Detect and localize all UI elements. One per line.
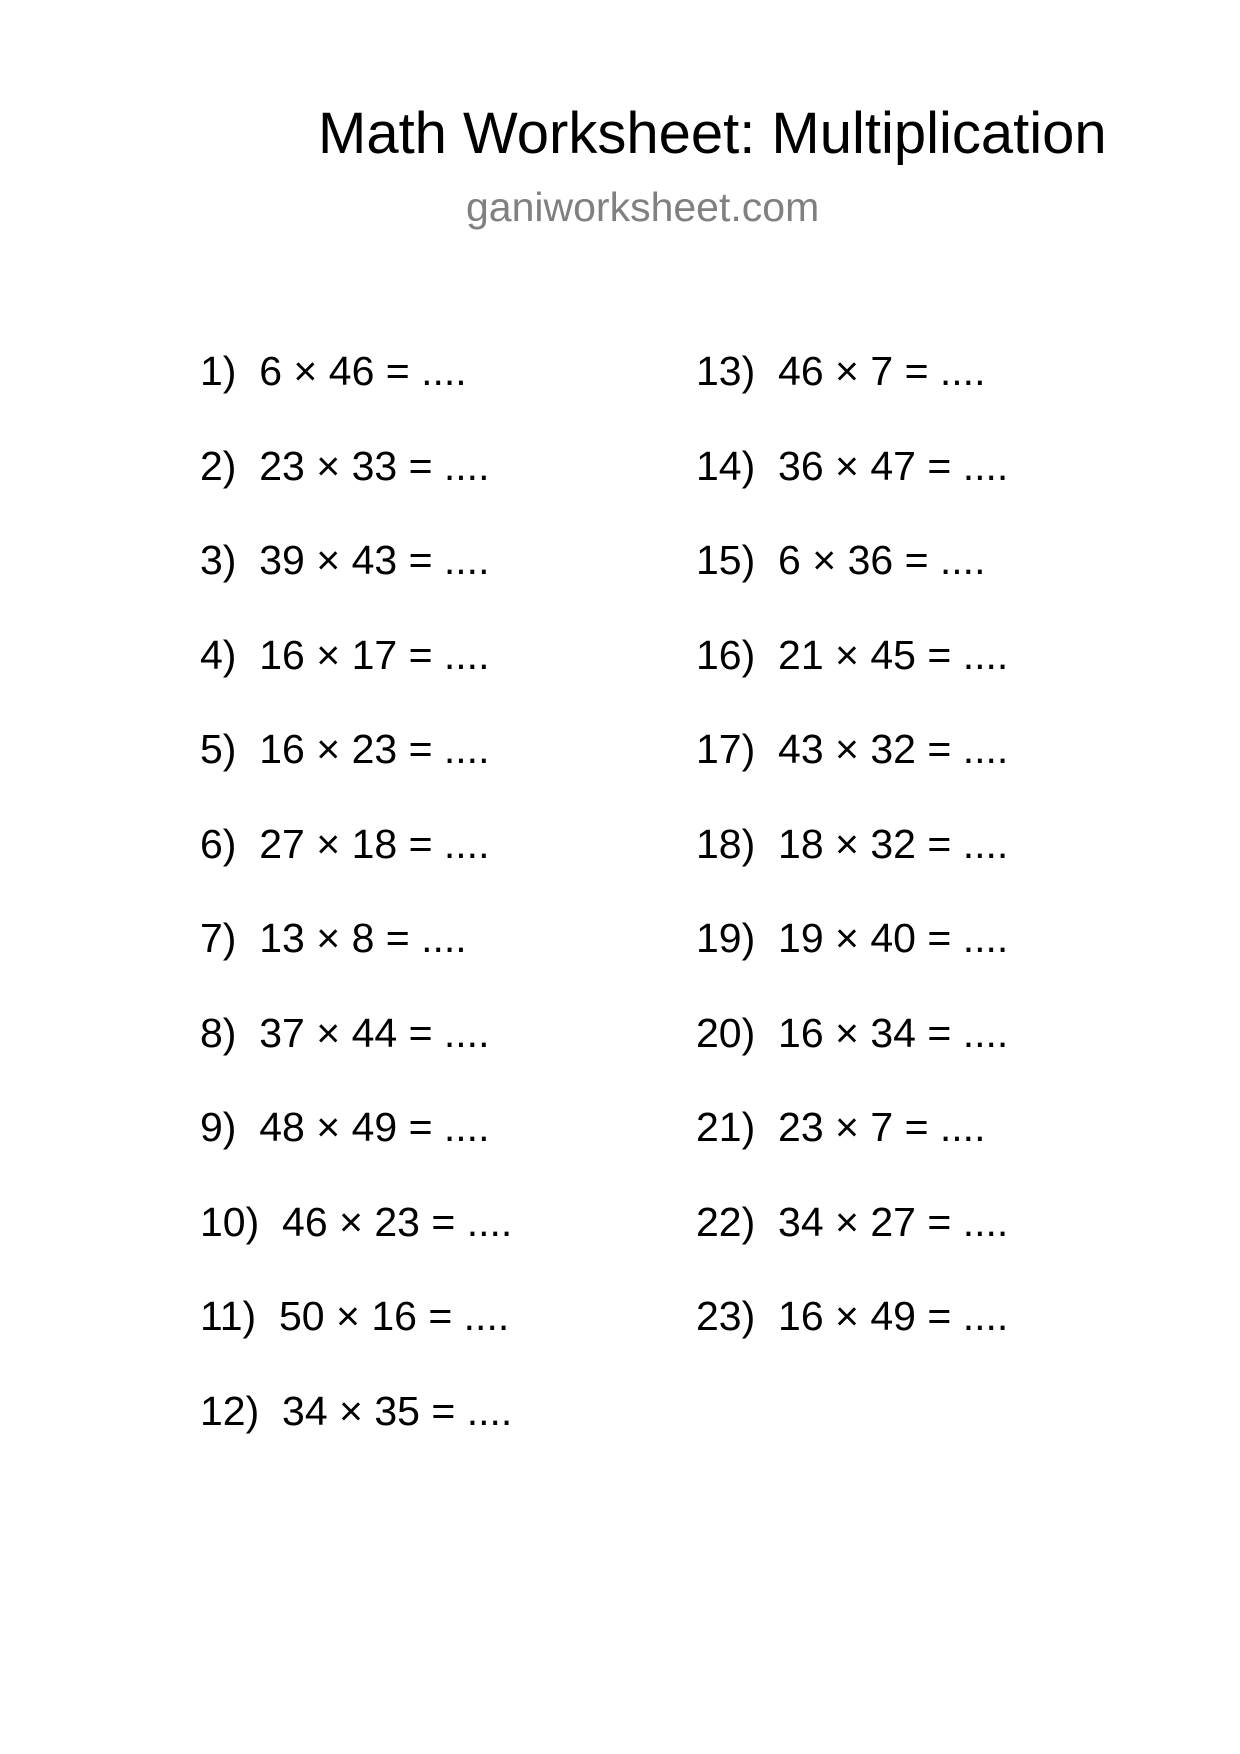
problem-item: 23) 16 × 49 = .... — [696, 1293, 1009, 1339]
problem-item: 9) 48 × 49 = .... — [200, 1104, 490, 1150]
worksheet-source: ganiworksheet.com — [466, 184, 820, 230]
problem-item: 1) 6 × 46 = .... — [200, 348, 467, 394]
problem-item: 14) 36 × 47 = .... — [696, 442, 1009, 489]
problem-item: 13) 46 × 7 = .... — [696, 348, 986, 394]
problem-item: 15) 6 × 36 = .... — [696, 537, 986, 583]
problem-column-right — [696, 346, 1008, 1386]
problem-item: 21) 23 × 7 = .... — [696, 1104, 986, 1150]
problem-item: 20) 16 × 34 = .... — [696, 1009, 1009, 1056]
problem-item: 10) 46 × 23 = .... — [200, 1198, 513, 1245]
problem-item: 3) 39 × 43 = .... — [200, 537, 490, 583]
problem-column-left — [200, 346, 512, 1480]
problem-item: 11) 50 × 16 = .... — [200, 1293, 510, 1339]
problem-item: 22) 34 × 27 = .... — [696, 1198, 1009, 1245]
problem-item: 19) 19 × 40 = .... — [696, 915, 1009, 961]
problem-item: 18) 18 × 32 = .... — [696, 820, 1009, 867]
problem-item: 17) 43 × 32 = .... — [696, 726, 1009, 772]
problem-item: 7) 13 × 8 = .... — [200, 915, 467, 961]
problem-item: 2) 23 × 33 = .... — [200, 442, 490, 489]
problem-item: 12) 34 × 35 = .... — [200, 1387, 513, 1434]
problem-item: 8) 37 × 44 = .... — [200, 1009, 490, 1056]
problem-item: 5) 16 × 23 = .... — [200, 726, 490, 772]
problem-item: 16) 21 × 45 = .... — [696, 631, 1009, 678]
problem-item: 4) 16 × 17 = .... — [200, 631, 490, 678]
worksheet-title: Math Worksheet: Multiplication — [318, 101, 1107, 166]
problem-item: 6) 27 × 18 = .... — [200, 820, 490, 867]
